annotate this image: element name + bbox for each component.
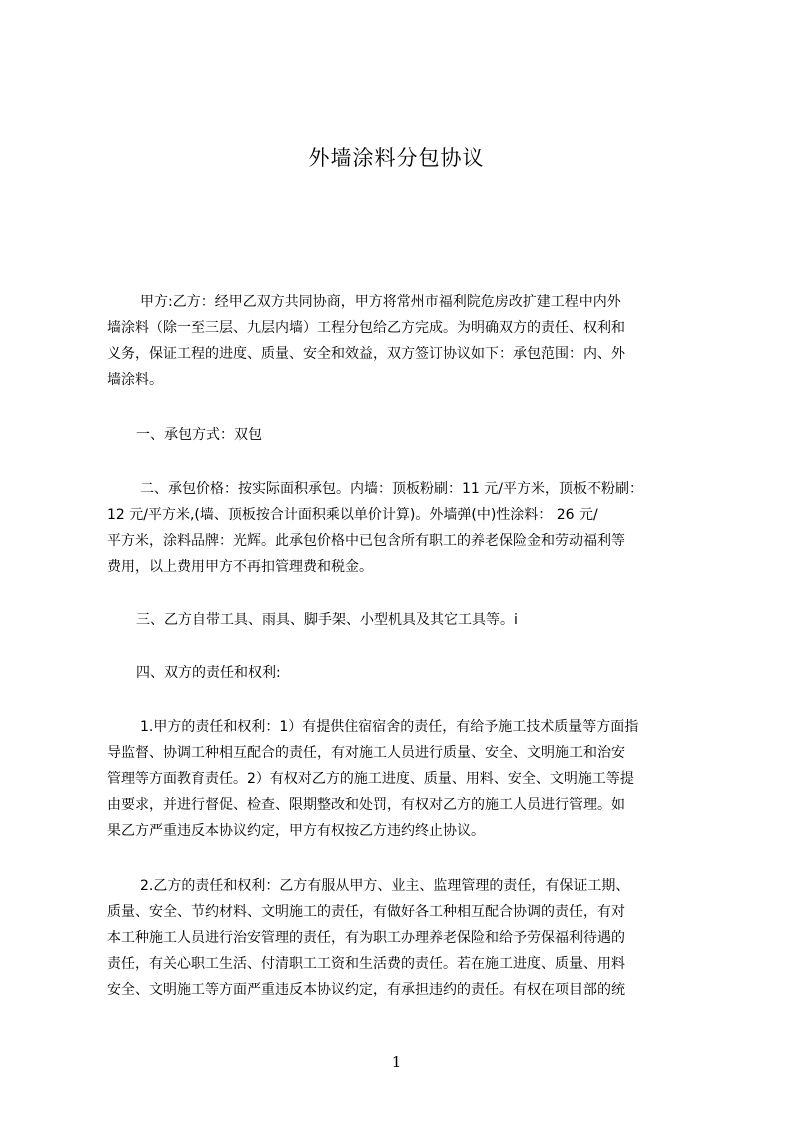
paragraph-line: 墙涂料（除一至三层、九层内墙）工程分包给乙方完成。为明确双方的责任、权利和 (107, 320, 625, 336)
paragraph-line: 四、双方的责任和权利: (136, 665, 281, 681)
paragraph-line: 墙涂料。 (107, 372, 163, 388)
paragraph-line: 质量、安全、节约材料、文明施工的责任，有做好各工种相互配合协调的责任，有对 (107, 904, 625, 920)
paragraph-line: 责任，有关心职工生活、付清职工工资和生活费的责任。若在施工进度、质量、用料 (107, 956, 625, 972)
paragraph-line: 甲方:乙方：经甲乙双方共同协商，甲方将常州市福利院危房改扩建工程中内外 (140, 294, 621, 310)
paragraph-line: 一、承包方式：双包 (136, 427, 262, 443)
paragraph-line: 义务，保证工程的进度、质量、安全和效益，双方签订协议如下：承包范围：内、外 (107, 346, 625, 362)
paragraph-section-1 (107, 422, 697, 448)
paragraph-section-2 (107, 476, 697, 580)
paragraph-section-3 (107, 607, 697, 633)
paragraph-line: 安全、文明施工等方面严重违反本协议约定，有承担违约的责任。有权在项目部的统 (107, 982, 625, 998)
paragraph-line: 三、乙方自带工具、雨具、脚手架、小型机具及其它工具等。i (136, 612, 518, 628)
document-title: 外墙涂料分包协议 (308, 146, 485, 170)
paragraph-line: 由要求，并进行督促、检查、限期整改和处罚，有权对乙方的施工人员进行管理。如 (107, 797, 625, 813)
paragraph-section-4 (107, 660, 697, 686)
paragraph-line: 果乙方严重违反本协议约定，甲方有权按乙方违约终止协议。 (107, 823, 485, 839)
paragraph-line: 费用，以上费用甲方不再扣管理费和税金。 (107, 559, 373, 575)
paragraph-section-4-2 (107, 873, 697, 1003)
page-number: 1 (391, 1053, 402, 1071)
paragraph-line: 1.甲方的责任和权利：1）有提供住宿宿舍的责任，有给予施工技术质量等方面指 (140, 719, 639, 735)
paragraph-line: 2.乙方的责任和权利：乙方有服从甲方、业主、监理管理的责任，有保证工期、 (140, 878, 630, 894)
paragraph-line: 二、承包价格：按实际面积承包。内墙：顶板粉刷：11 元/平方米，顶板不粉刷： (140, 481, 643, 497)
paragraph-intro (107, 289, 697, 393)
paragraph-line: 12 元/平方米,(墙、顶板按合计面积乘以单价计算)。外墙弹(中)性涂料： 26 元/ (107, 507, 598, 523)
paragraph-line: 本工种施工人员进行治安管理的责任，有为职工办理养老保险和给予劳保福利待遇的 (107, 930, 625, 946)
paragraph-line: 平方米，涂料品牌：光辉。此承包价格中已包含所有职工的养老保险金和劳动福利等 (107, 533, 625, 549)
paragraph-line: 管理等方面教育责任。2）有权对乙方的施工进度、质量、用料、安全、文明施工等提 (107, 771, 634, 787)
paragraph-section-4-1 (107, 714, 697, 844)
paragraph-line: 导监督、协调工种相互配合的责任，有对施工人员进行质量、安全、文明施工和治安 (107, 745, 625, 761)
